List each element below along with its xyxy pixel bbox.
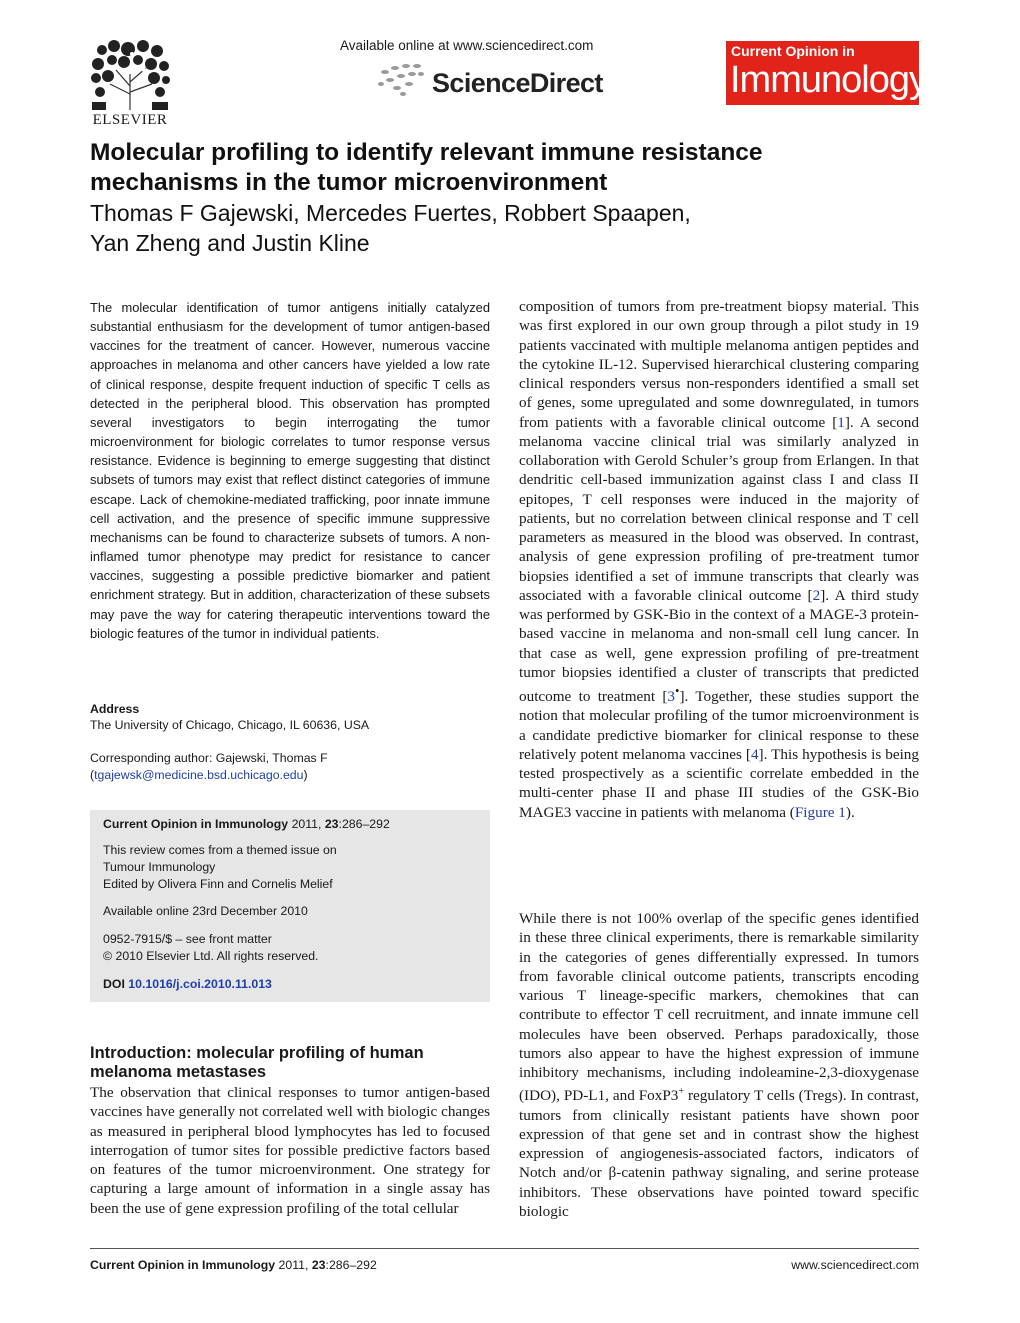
infobox-pages: :286–292: [338, 817, 390, 831]
footer-journal: Current Opinion in Immunology: [90, 1258, 276, 1272]
footer-volume: 23: [311, 1258, 326, 1272]
ref-3-bullet: •: [675, 684, 680, 698]
p1-text-c: ]. A third study was performed by GSK-Bio in the context of a MAGE-3 protein-based vaccine in melanoma and non-small cell lung cancer. In that case as well, gene expression profiling of pre-treatment tumor biopsies identified a cluster of transcripts that predicted outcome to treatment [: [519, 586, 919, 706]
p1-text-e: ]. This hypothesis is being tested prospectively as a scientific correlate embedded in the multi-center phase II and phase III studies of the GSK-Bio MAGE3 vaccine in patients with melanoma (: [519, 745, 919, 821]
p1-text-d: ]. Together, these studies support the notion that molecular profiling of the tumor microenvironment is a candidate predictive biomarker for clinical response to these relatively potent melanoma vaccines [: [519, 688, 919, 763]
journal-badge: [726, 41, 927, 105]
journal-badge-series: Current Opinion in: [731, 43, 855, 59]
address-heading: Address: [90, 702, 140, 716]
infobox-journal: Current Opinion in Immunology: [103, 817, 289, 831]
corresponding-email-line: [90, 767, 490, 784]
author-list: [90, 198, 850, 258]
p2-text-a: While there is not 100% overlap of the specific genes identified in these three clinical experiments, there is remarkable similarity in the categories of genes differentially expressed. In tumors from favorable clinical outcome patients, transcripts encoding various T lineage-specific markers, chemokines that can contribute to effector T cell recruitment, and innate immune cell molecules have been observed. Perhaps paradoxically, those tumors also appear to have the highest expression of immune inhibitory mechanisms, including indoleamine-2,3-dioxygenase (IDO), PD-L1, and FoxP3: [519, 910, 919, 1105]
infobox-editors: Edited by Olivera Finn and Cornelis Melief: [103, 877, 333, 891]
paren-close: ): [303, 768, 308, 782]
sciencedirect-brand: ScienceDirect: [432, 68, 603, 98]
infobox-available: Available online 23rd December 2010: [103, 904, 308, 918]
body-paragraph-2: [519, 909, 919, 1221]
footer-citation: [90, 1258, 377, 1272]
ref-link-2[interactable]: 2: [812, 586, 821, 604]
infobox-themed-line-1: This review comes from a themed issue on: [103, 843, 337, 857]
doi-link[interactable]: 10.1016/j.coi.2010.11.013: [128, 977, 272, 991]
ref-link-1[interactable]: 1: [837, 413, 845, 431]
article-title: Molecular profiling to identify relevant immune resistance mechanisms in the tumor microenvironment: [90, 139, 763, 196]
doi-label: DOI: [103, 977, 125, 991]
infobox-volume: 23: [324, 817, 339, 831]
footer-url[interactable]: www.sciencedirect.com: [791, 1258, 919, 1272]
footer-divider: [90, 1248, 919, 1249]
footer-year: 2011,: [275, 1258, 312, 1272]
abstract-text: The molecular identification of tumor antigens initially catalyzed substantial enthusiasm for the development of tumor antigen-based vaccines for the treatment of cancer. However, numerous vaccine approaches in melanoma and other cancers have yielded a low rate of clinical response, despite frequent induction of specific T cells as detected in the peripheral blood. This observation has prompted several investigators to begin interrogating the tumor microenvironment for biologic correlates to tumor response versus resistance. Evidence is beginning to emerge suggesting that distinct subsets of tumors may exist that reflect distinct categories of immune escape. Lack of chemokine-mediated trafficking, poor innate immune cell activation, and the presence of specific immune suppressive mechanisms can be found to characterize subsets of tumors. A non-inflamed tumor phenotype may predict for resistance to cancer vaccines, suggesting a possible predictive biomarker and patient enrichment strategy. But in addition, characterization of these subsets may pave the way for catering therapeutic interventions toward the biologic features of the tumor in individual patients.: [90, 300, 490, 641]
corresponding-author: [90, 750, 490, 784]
available-online-text[interactable]: Available online at www.sciencedirect.com: [340, 38, 594, 53]
article-info-box: [90, 810, 490, 1002]
p1-text-a: composition of tumors from pre-treatment biopsy material. This was first explored in our own group through a pilot study in 19 patients vaccinated with multiple melanoma antigen peptides and the cytokine IL-12. Supervised hierarchical clustering comparing clinical responders versus non-responders identified a small set of genes, some upregulated and some downregulated, in tumors from patients with a favorable clinical outcome [: [519, 298, 919, 431]
journal-badge-title: Immunology: [730, 59, 927, 101]
address-text: The University of Chicago, Chicago, IL 60636, USA: [90, 718, 370, 732]
publisher-name: ELSEVIER: [92, 112, 168, 128]
infobox-doi: [103, 976, 272, 993]
footer-pages: :286–292: [325, 1258, 377, 1272]
ref-link-3[interactable]: 3: [667, 688, 676, 706]
infobox-themed-line-2: Tumour Immunology: [103, 860, 216, 874]
section-heading-intro: Introduction: molecular profiling of human melanoma metastases: [90, 1044, 424, 1081]
sciencedirect-dots-icon: [375, 60, 425, 100]
corresponding-author-name: Corresponding author: Gajewski, Thomas F: [90, 751, 328, 765]
author-line-2: Yan Zheng and Justin Kline: [90, 230, 370, 256]
infobox-issn: 0952-7915/$ – see front matter: [103, 932, 272, 946]
figure-1-link[interactable]: Figure 1: [794, 803, 846, 821]
intro-paragraph: The observation that clinical responses to tumor antigen-based vaccines have generally not correlated well with biologic changes as measured in peripheral blood lymphocytes has led to focused interrogation of tumor sites for possible predictive factors based on features of the tumor microenvironment. One strategy for capturing a large amount of information in a single assay has been the use of gene expression profiling of the total cellular: [90, 1084, 490, 1217]
p1-text-b: ]. A second melanoma vaccine clinical trial was similarly analyzed in collaboration with Gerold Schuler’s group from Erlangen. In that dendritic cell-based immunization against class I and class II epitopes, T cell responses were induced in the majority of patients, but no correlation between clinical response and T cell parameters as measured in the blood was observed. In contrast, analysis of gene expression profiling of pre-treatment tumor biopsies identified a set of immune transcripts that clearly was associated with a favorable clinical outcome [: [519, 413, 919, 604]
infobox-copyright: © 2010 Elsevier Ltd. All rights reserved.: [103, 949, 319, 963]
author-email-link[interactable]: tgajewsk@medicine.bsd.uchicago.edu: [94, 768, 304, 782]
paren-open: (: [90, 768, 95, 782]
p1-text-f: ).: [845, 803, 855, 821]
infobox-year: 2011,: [291, 817, 325, 831]
foxp3-plus-superscript: +: [678, 1086, 685, 1098]
p2-text-b: regulatory T cells (Tregs). In contrast, tumors from clinically resistant patients have shown poor expression of that gene set and in contrast show the highest expression of angiogenesis-associated factors, indicators of Notch and/or β-catenin pathway signaling, and serine protease inhibitors. These observations have pointed toward specific biologic: [519, 1087, 919, 1220]
infobox-citation: [103, 816, 390, 833]
author-line-1: Thomas F Gajewski, Mercedes Fuertes, Robbert Spaapen,: [90, 200, 691, 226]
body-paragraph-1: [519, 297, 919, 822]
ref-link-4[interactable]: 4: [750, 745, 759, 763]
